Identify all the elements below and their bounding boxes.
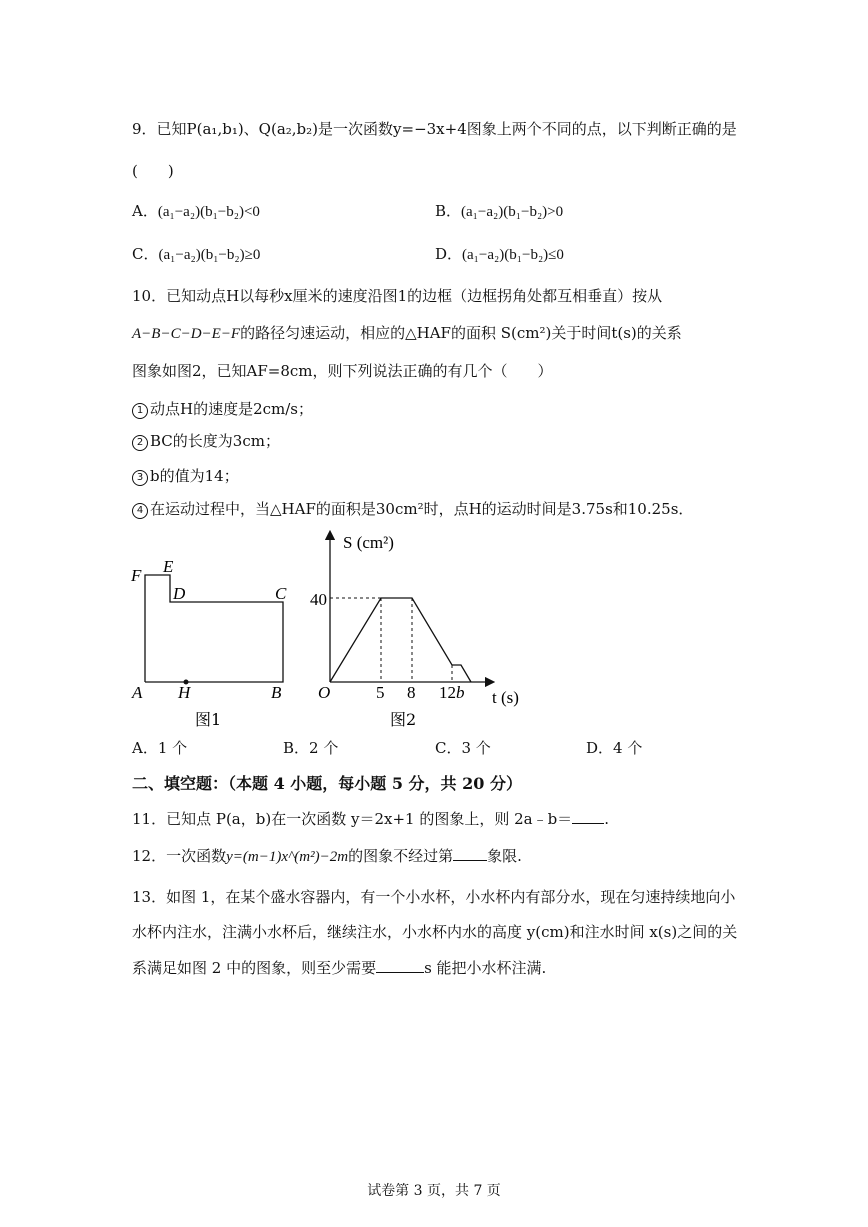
- fig2-xtick-12: 12: [439, 683, 456, 702]
- fig2-xtick-5: 5: [376, 683, 385, 702]
- fig2-ylabel: S (cm²): [343, 533, 394, 552]
- q13-blank: [376, 958, 424, 973]
- section-2-title: 二、填空题：（本题 4 小题，每小题 5 分，共 20 分）: [132, 774, 522, 793]
- fig2-origin: O: [318, 683, 331, 702]
- fig1-caption: 图1: [195, 710, 222, 729]
- q13-line2: 水杯内注水，注满小水杯后，继续注水，小水杯内水的高度 y(cm)和注水时间 x(s)之间的关: [132, 923, 738, 941]
- q13-line3: 系满足如图 2 中的图象，则至少需要 s 能把小水杯注满.: [132, 959, 547, 977]
- q10-option-b: B．2 个: [283, 739, 339, 757]
- q10-item-1: 1 动点H的速度是2cm/s；: [132, 398, 313, 420]
- fig1-frame: [145, 575, 283, 682]
- q10-option-c: C．3 个: [435, 739, 491, 757]
- fig1-label-d: D: [173, 584, 186, 603]
- q12: 12．一次函数y=(m−1)x^(m²)−2m的图象不经过第 象限.: [132, 847, 522, 865]
- q10-option-d: D．4 个: [586, 739, 643, 757]
- fig2-xtick-8: 8: [407, 683, 416, 702]
- figure-2: [310, 525, 530, 735]
- q9-stem: 9．已知P(a₁,b₁)、Q(a₂,b₂)是一次函数y=−3x+4图象上两个不同的点，以下判断正确的是: [132, 120, 737, 138]
- q10-option-a: A．1 个: [132, 739, 188, 757]
- fig1-label-h: H: [178, 683, 191, 702]
- q10-line2: A−B−C−D−E−F的路径匀速运动，相应的△HAF的面积 S(cm²)关于时间t(s)的关系: [132, 324, 682, 342]
- q11-blank: [572, 809, 604, 824]
- q10-item-3: 3 b的值为14；: [132, 465, 239, 487]
- fig1-label-c: C: [275, 584, 287, 603]
- fig1-label-f: F: [131, 566, 142, 585]
- q13-line1: 13．如图 1，在某个盛水容器内，有一个小水杯，小水杯内有部分水，现在匀速持续地向小: [132, 888, 736, 906]
- q9-option-a: A．(a₁−a₂)(b₁−b₂)<0: [132, 202, 260, 220]
- fig2-caption: 图2: [390, 710, 417, 729]
- fig2-ytick-40: 40: [310, 590, 327, 609]
- figure-1: [125, 555, 300, 735]
- fig1-label-e: E: [163, 557, 174, 576]
- q9-option-b: B．(a₁−a₂)(b₁−b₂)>0: [435, 202, 564, 220]
- q9-option-c: C．(a₁−a₂)(b₁−b₂)≥0: [132, 245, 261, 263]
- q10-line1: 10．已知动点H以每秒x厘米的速度沿图1的边框（边框拐角处都互相垂直）按从: [132, 287, 663, 305]
- fig2-xlabel: t (s): [492, 688, 519, 707]
- fig2-xtick-b: b: [456, 683, 465, 702]
- q12-blank: [453, 846, 487, 861]
- page-footer: 试卷第 3 页，共 7 页: [367, 1183, 501, 1199]
- q10-item-2: 2 BC的长度为3cm；: [132, 430, 280, 452]
- q10-item-4: 4 在运动过程中，当△HAF的面积是30cm²时，点H的运动时间是3.75s和10.25s．: [132, 498, 693, 520]
- q9-paren: ( ): [132, 162, 174, 180]
- q10-line3: 图象如图2，已知AF=8cm，则下列说法正确的有几个（ ）: [132, 362, 553, 380]
- fig1-label-b: B: [271, 683, 282, 702]
- fig2-graph-line: [330, 598, 471, 682]
- fig1-label-a: A: [132, 683, 143, 702]
- q11: 11．已知点 P(a，b)在一次函数 y＝2x+1 的图象上，则 2a﹣b＝ .: [132, 810, 609, 828]
- q9-option-d: D．(a₁−a₂)(b₁−b₂)≤0: [435, 245, 564, 263]
